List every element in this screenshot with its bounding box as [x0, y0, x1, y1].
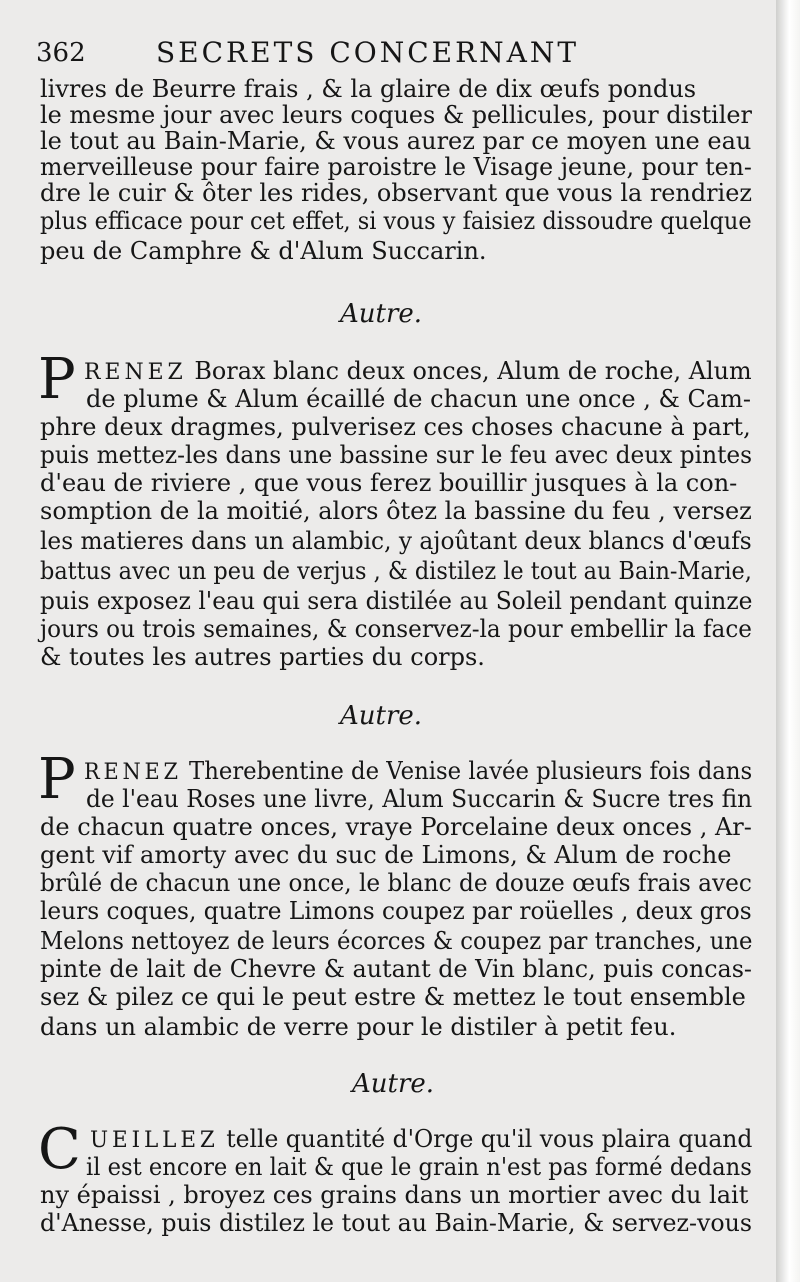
text-line: battus avec un peu de verjus , & distilez le tout au Bain-Marie,: [40, 557, 752, 585]
text-line: plus efficace pour cet effet, si vous y faisiez dissoudre quelque: [40, 207, 752, 235]
text-line: somption de la moitié, alors ôtez la bassine du feu , versez: [40, 497, 752, 525]
text-line: puis mettez-les dans une bassine sur le feu avec deux pintes: [40, 441, 753, 469]
text-line: jours ou trois semaines, & conservez-la pour embellir la face: [40, 615, 752, 643]
lead-word: RENEZ: [84, 360, 187, 385]
text-line: les matieres dans un alambic, y ajoûtant deux blancs d'œufs: [40, 527, 752, 555]
text-line: gent vif amorty avec du suc de Limons, & Alum de roche: [40, 841, 732, 869]
first-line-rest: Therebentine de Venise lavée plusieurs fois dans: [181, 757, 753, 785]
text-line: de chacun quatre onces, vraye Porcelaine deux onces , Ar-: [40, 813, 752, 841]
text-line: & toutes les autres parties du corps.: [40, 643, 485, 671]
text-line: le tout au Bain-Marie, & vous aurez par ce moyen une eau: [40, 127, 752, 155]
text-line: dans un alambic de verre pour le distiler à petit feu.: [40, 1013, 677, 1041]
text-line: brûlé de chacun une once, le blanc de douze œufs frais avec: [40, 869, 752, 897]
lead-word: UEILLEZ: [90, 1128, 219, 1153]
drop-cap: C: [38, 1117, 81, 1182]
text-line: peu de Camphre & d'Alum Succarin.: [40, 237, 487, 265]
text-line: sez & pilez ce qui le peut estre & mettez le tout ensemble: [40, 983, 746, 1011]
text-line: dre le cuir & ôter les rides, observant que vous la rendriez: [40, 179, 752, 207]
text-line: d'eau de riviere , que vous ferez bouillir jusques à la con-: [40, 469, 738, 497]
section-heading: Autre.: [352, 1069, 435, 1099]
text-line: il est encore en lait & que le grain n'est pas formé dedans: [86, 1153, 752, 1181]
text-line: merveilleuse pour faire paroistre le Visage jeune, pour ten-: [40, 153, 752, 181]
text-line: [90, 1124, 752, 1154]
lead-word: RENEZ: [84, 760, 182, 785]
text-line: [84, 356, 752, 386]
page-gutter: [776, 0, 800, 1282]
drop-cap: P: [38, 347, 76, 412]
text-line: puis exposez l'eau qui sera distilée au Soleil pendant quinze: [40, 587, 753, 615]
text-line: livres de Beurre frais , & la glaire de dix œufs pondus: [40, 75, 697, 103]
text-line: de l'eau Roses une livre, Alum Succarin & Sucre tres fin: [86, 785, 753, 813]
text-line: de plume & Alum écaillé de chacun une once , & Cam-: [86, 385, 752, 413]
text-line: ny épaissi , broyez ces grains dans un mortier avec du lait: [40, 1181, 749, 1209]
page-header: [36, 36, 616, 70]
text-line: d'Anesse, puis distilez le tout au Bain-Marie, & servez-vous: [40, 1209, 753, 1237]
section-heading: Autre.: [340, 299, 423, 329]
text-line: pinte de lait de Chevre & autant de Vin blanc, puis concas-: [40, 955, 752, 983]
page-number: 362: [36, 38, 86, 68]
text-line: phre deux dragmes, pulverisez ces choses chacune à part,: [40, 413, 751, 441]
text-line: leurs coques, quatre Limons coupez par roüelles , deux gros: [40, 897, 752, 925]
section-heading: Autre.: [340, 701, 423, 731]
text-line: Melons nettoyez de leurs écorces & coupez par tranches, une: [40, 927, 753, 955]
text-line: [84, 756, 752, 786]
first-line-rest: Borax blanc deux onces, Alum de roche, Alum: [186, 357, 752, 385]
drop-cap: P: [38, 747, 76, 812]
running-head: SECRETS CONCERNANT: [156, 36, 580, 69]
text-line: le mesme jour avec leurs coques & pellicules, pour distiler: [40, 101, 752, 129]
first-line-rest: telle quantité d'Orge qu'il vous plaira quand: [218, 1125, 753, 1153]
